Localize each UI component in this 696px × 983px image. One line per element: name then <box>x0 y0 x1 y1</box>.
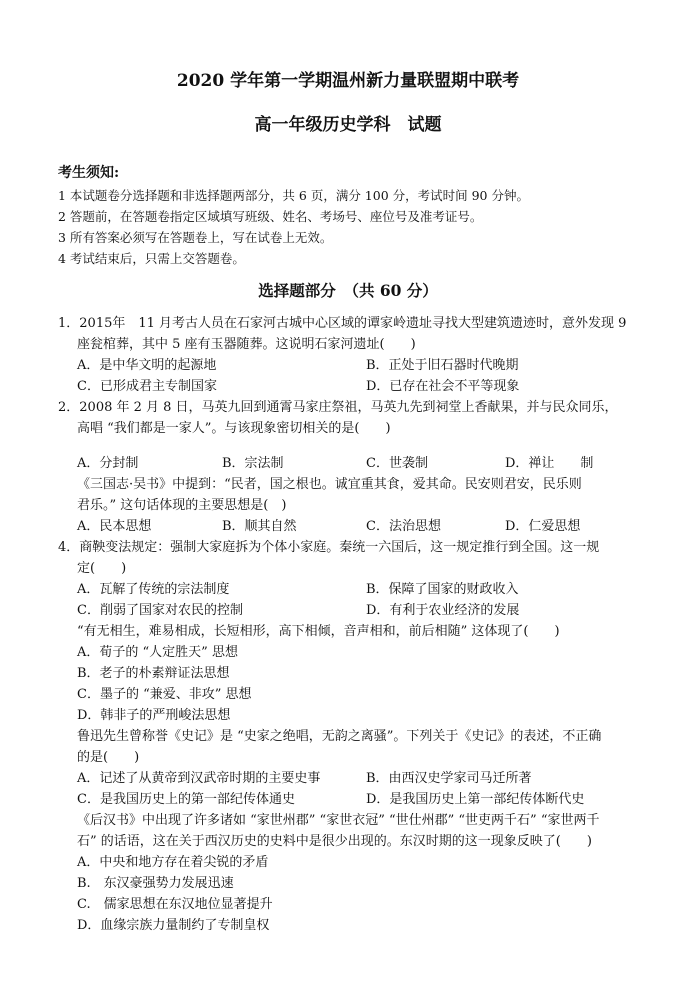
notice-rule: 1 本试题卷分选择题和非选择题两部分，共 6 页，满分 100 分，考试时间 90 分钟。 <box>58 188 529 203</box>
question-3-option-d: D．仁爱思想 <box>505 519 581 534</box>
question-6-line: 鲁迅先生曾称誉《史记》是 “史家之绝唱，无韵之离骚”。下列关于《史记》的表述，不正确 <box>77 729 602 744</box>
section-title: 选择题部分 （共 60 分） <box>258 281 438 300</box>
question-1-line: 1．2015年 11 月考古人员在石家河古城中心区域的谭家岭遗址寻找大型建筑遗迹时，意外发现 9 <box>58 316 627 331</box>
question-4-line: 4．商鞅变法规定：强制大家庭拆为个体小家庭。秦统一六国后，这一规定推行到全国。这一规 <box>58 540 600 555</box>
question-7-line: 《后汉书》中出现了许多诸如 “家世州郡” “家世衣冠” “世仕州郡” “世吏两千石” “家世两千 <box>77 813 600 828</box>
question-7-option-c: C. 儒家思想在东汉地位显著提升 <box>77 897 273 912</box>
question-1-option-d: D．已存在社会不平等现象 <box>366 379 520 394</box>
question-6-option-c: C．是我国历史上的第一部纪传体通史 <box>77 792 295 807</box>
notice-rule: 2 答题前，在答题卷指定区域填写班级、姓名、考场号、座位号及准考证号。 <box>58 209 483 224</box>
question-2-option-d: D．禅让 制 <box>505 456 594 471</box>
question-4-option-a: A．瓦解了传统的宗法制度 <box>77 582 230 597</box>
question-6-option-a: A．记述了从黄帝到汉武帝时期的主要史事 <box>77 771 321 786</box>
question-7-option-a: A．中央和地方存在着尖锐的矛盾 <box>77 855 269 870</box>
question-5-line: “有无相生，难易相成，长短相形，高下相倾，音声相和，前后相随” 这体现了( ) <box>77 624 560 639</box>
notice-rule: 3 所有答案必须写在答题卷上，写在试卷上无效。 <box>58 230 333 245</box>
question-6-option-d: D．是我国历史上第一部纪传体断代史 <box>366 792 585 807</box>
question-7-option-d: D．血缘宗族力量制约了专制皇权 <box>77 918 270 933</box>
question-5-option-c: C．墨子的 “兼爱、非攻” 思想 <box>77 687 252 702</box>
question-5-option-b: B．老子的朴素辩证法思想 <box>77 666 230 681</box>
exam-title: 2020 学年第一学期温州新力量联盟期中联考 <box>176 71 520 91</box>
notice-heading: 考生须知: <box>58 165 120 181</box>
question-1-option-a: A．是中华文明的起源地 <box>77 358 217 373</box>
question-3-line: 《三国志·吴书》中提到：“民者，国之根也。诚宜重其食，爱其命。民安则君安，民乐则 <box>77 477 582 492</box>
question-3-option-c: C．法治思想 <box>366 519 441 534</box>
question-2-line: 2．2008 年 2 月 8 日，马英九回到通霄马家庄祭祖，马英九先到祠堂上香献果，并与民众同乐， <box>58 400 618 415</box>
question-1-option-b: B．正处于旧石器时代晚期 <box>366 358 519 373</box>
question-3-option-b: B．顺其自然 <box>222 519 297 534</box>
question-5-option-a: A．荀子的 “人定胜天” 思想 <box>77 645 238 660</box>
question-3-line: 君乐。” 这句话体现的主要思想是( ) <box>77 498 287 513</box>
question-6-option-b: B．由西汉史学家司马迁所著 <box>366 771 532 786</box>
question-7-line: 石” 的话语，这在关于西汉历史的史料中是很少出现的。东汉时期的这一现象反映了( ) <box>77 834 592 849</box>
question-4-option-b: B．保障了国家的财政收入 <box>366 582 519 597</box>
question-1-option-c: C．已形成君主专制国家 <box>77 379 217 394</box>
question-3-option-a: A．民本思想 <box>77 519 152 534</box>
question-7-option-b: B. 东汉豪强势力发展迅速 <box>77 876 234 891</box>
exam-subtitle: 高一年级历史学科 试题 <box>254 115 442 135</box>
question-4-option-c: C．削弱了国家对农民的控制 <box>77 603 243 618</box>
question-2-option-c: C．世袭制 <box>366 456 428 471</box>
question-4-line: 定( ) <box>77 561 127 576</box>
question-5-option-d: D．韩非子的严刑峻法思想 <box>77 708 231 723</box>
question-6-line: 的是( ) <box>77 750 140 765</box>
question-2-line: 高唱 “我们都是一家人”。与该现象密切相关的是( ) <box>77 421 391 436</box>
notice-rule: 4 考试结束后，只需上交答题卷。 <box>58 251 245 266</box>
question-2-option-b: B．宗法制 <box>222 456 284 471</box>
question-1-line: 座瓮棺葬，其中 5 座有玉器随葬。这说明石家河遗址( ) <box>77 337 416 352</box>
question-4-option-d: D．有利于农业经济的发展 <box>366 603 520 618</box>
question-2-option-a: A．分封制 <box>77 456 139 471</box>
